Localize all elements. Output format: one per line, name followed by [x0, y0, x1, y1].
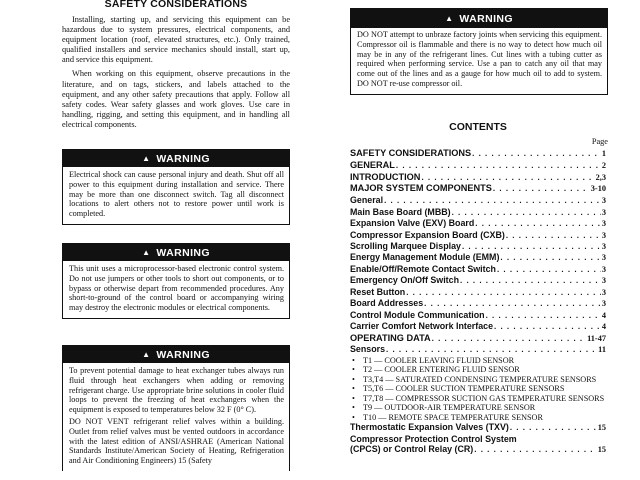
- toc-entry-label: Control Module Communication: [350, 309, 485, 320]
- sensor-list-item: • T1 — COOLER LEAVING FLUID SENSOR: [350, 356, 606, 366]
- toc-page-number: 3: [601, 230, 606, 240]
- toc-entry-label: Emergency On/Off Switch: [350, 275, 459, 286]
- section-title: SAFETY CONSIDERATIONS: [104, 0, 248, 10]
- warning-header: ▲ WARNING: [351, 9, 607, 28]
- warning-text: This unit uses a microprocessor-based electronic control system. Do not use jumpers or other tools to short out components, or to bypass or otherwise depart from recommended procedures. Any short-to-ground of the control board or accompanying wiring may destroy the electronic modules or electrical components.: [69, 264, 284, 313]
- toc-page-number: 1: [601, 149, 606, 158]
- sensor-list-item: • T3,T4 — SATURATED CONDENSING TEMPERATURE SENSORS: [350, 375, 606, 385]
- toc-page-number: 3: [601, 287, 606, 297]
- toc-page-number: 3: [601, 207, 606, 217]
- toc-entry-label: INTRODUCTION: [350, 171, 421, 182]
- toc-page-number: 3: [601, 196, 606, 206]
- toc-leader-dots: [472, 149, 601, 160]
- toc-leader-dots: [510, 423, 597, 433]
- toc-entry[interactable]: [350, 344, 606, 355]
- toc-page-number: 4: [601, 322, 606, 332]
- sensor-list-item: • T9 — OUTDOOR-AIR TEMPERATURE SENSOR: [350, 403, 606, 413]
- toc-leader-dots: [460, 276, 601, 286]
- sensor-list-item: • T10 — REMOTE SPACE TEMPERATURE SENSOR: [350, 413, 606, 423]
- toc-entry-label: Sensors: [350, 344, 386, 355]
- toc-entry[interactable]: [350, 333, 606, 345]
- toc-entry[interactable]: [350, 183, 606, 195]
- toc-entry[interactable]: [350, 160, 606, 172]
- toc-entry[interactable]: [350, 287, 606, 298]
- toc-entry-label: Scrolling Marquee Display: [350, 241, 461, 251]
- toc-page-number: 15: [597, 445, 606, 455]
- warning-triangle-icon: ▲: [445, 14, 454, 23]
- toc-leader-dots: [500, 253, 600, 263]
- sensor-list-item: • T2 — COOLER ENTERING FLUID SENSOR: [350, 365, 606, 375]
- toc-leader-dots: [396, 161, 601, 172]
- contents-title: CONTENTS: [449, 121, 507, 133]
- toc-leader-dots: [474, 445, 596, 455]
- toc-entry-label: MAJOR SYSTEM COMPONENTS: [350, 183, 492, 194]
- intro-paragraph: Installing, starting up, and servicing this equipment can be hazardous due to system pressures, electrical components, and equipment location (roof, elevated structures, etc.). Only trained, qualified installers and service mechanics should install, start up, and service this equipment.: [62, 15, 290, 65]
- toc-entry[interactable]: [350, 275, 606, 286]
- toc-entry[interactable]: [350, 298, 606, 309]
- warning-header: ▲ WARNING: [63, 346, 289, 363]
- toc-entry[interactable]: [350, 207, 606, 218]
- sensor-list-item: • T7,T8 — COMPRESSOR SUCTION GAS TEMPERATURE SENSORS: [350, 394, 606, 404]
- toc-entry-label: General: [350, 195, 384, 206]
- toc-page-number: 3: [601, 253, 606, 263]
- toc-entry-label: Reset Button: [350, 286, 406, 297]
- toc-page-number: 2,3: [595, 172, 606, 182]
- toc-page-number: 2: [601, 160, 606, 170]
- toc-entry[interactable]: [350, 195, 606, 206]
- toc-entry-label: Thermostatic Expansion Valves (TXV): [350, 422, 509, 433]
- toc-leader-dots: [452, 208, 601, 218]
- warning-box-electrical: [62, 149, 290, 225]
- warning-header: ▲ WARNING: [63, 150, 289, 167]
- toc-entry-label: Compressor Protection Control System: [350, 433, 517, 444]
- warning-text: To prevent potential damage to heat exchanger tubes always run fluid through heat exchangers when adding or removing refrigerant charge. Use appropriate brine solutions in cooler fluid loops to prevent the freezing of heat exchangers when the equipment is exposed to temperatures below 32 F (0° C).: [69, 366, 284, 415]
- warning-box-electronic-control: [62, 243, 290, 319]
- toc-page-number: 3: [601, 299, 606, 309]
- toc-entry-label: Enable/Off/Remote Contact Switch: [350, 263, 496, 274]
- left-column: [62, 0, 290, 466]
- toc-entry-label: Carrier Comfort Network Interface: [350, 321, 494, 332]
- toc-leader-dots: [475, 219, 601, 229]
- toc-page-number: 11: [598, 345, 606, 355]
- toc-entry[interactable]: [350, 241, 606, 252]
- toc-entry[interactable]: [350, 310, 606, 321]
- toc-page-number: 3: [601, 219, 606, 229]
- toc-leader-dots: [497, 265, 601, 275]
- toc-entry[interactable]: [350, 321, 606, 332]
- toc-entry[interactable]: [350, 172, 606, 184]
- toc-entry-label: (CPCS) or Control Relay (CR): [350, 444, 474, 455]
- warning-triangle-icon: ▲: [142, 350, 151, 359]
- page-column-label: Page: [591, 137, 608, 146]
- warning-box-unbraze: [350, 8, 608, 95]
- toc-entry[interactable]: [350, 444, 606, 455]
- warning-triangle-icon: ▲: [142, 154, 151, 163]
- toc-leader-dots: [506, 231, 601, 241]
- precautions-paragraph: When working on this equipment, observe precautions in the literature, and on tags, stickers, and labels attached to the equipment, and any other safety precautions that apply. Follow all safety codes. Wear safety glasses and work gloves. Use care in handling, rigging, and setting this equipment, and in handling all electrical components.: [62, 69, 290, 129]
- toc-page-number: 3-10: [590, 184, 606, 194]
- toc-entry-label: Compressor Expansion Board (CXB): [350, 229, 505, 240]
- table-of-contents: [350, 148, 606, 456]
- warning-text: DO NOT attempt to unbraze factory joints when servicing this equipment. Compressor oil is flammable and there is no way to detect how much oil may be in any of the refrigerant lines. Cut lines with a tubing cutter as required when performing service. Use a pan to catch any oil that may come out of the lines and as a gauge for how much oil to add to system. DO NOT re-use compressor oil.: [357, 30, 602, 88]
- toc-leader-dots: [494, 322, 601, 332]
- toc-leader-dots: [384, 196, 601, 206]
- warning-text: DO NOT VENT refrigerant relief valves within a building. Outlet from relief valves must be vented outdoors in accordance with the latest edition of ANSI/ASHRAE (American National Standards Institute/American Society of Heating, Refrigeration and Air Conditioning Engineers) 15 (Safety: [69, 416, 284, 466]
- toc-page-number: 4: [601, 310, 606, 320]
- toc-leader-dots: [386, 345, 597, 355]
- toc-entry[interactable]: [350, 422, 606, 433]
- warning-box-heat-exchanger: [62, 345, 290, 471]
- toc-entry-label: Main Base Board (MBB): [350, 206, 451, 217]
- toc-entry[interactable]: [350, 148, 606, 160]
- toc-entry-label: Board Addresses: [350, 298, 424, 309]
- sensor-list-item: • T5,T6 — COOLER SUCTION TEMPERATURE SENSORS: [350, 384, 606, 394]
- toc-entry[interactable]: [350, 252, 606, 263]
- toc-page-number: 3: [601, 242, 606, 251]
- toc-leader-dots: [432, 334, 586, 345]
- toc-entry-label: SAFETY CONSIDERATIONS: [350, 148, 472, 158]
- toc-entry[interactable]: [350, 264, 606, 275]
- warning-text: Electrical shock can cause personal injury and death. Shut off all power to this equipment during installation and service. There may be more than one disconnect switch. Tag all disconnect locations to alert others not to restore power until work is completed.: [69, 170, 284, 219]
- toc-leader-dots: [406, 288, 601, 298]
- toc-entry-label: Expansion Valve (EXV) Board: [350, 218, 475, 229]
- toc-leader-dots: [486, 311, 601, 321]
- toc-entry[interactable]: [350, 434, 606, 444]
- toc-leader-dots: [493, 184, 590, 195]
- toc-leader-dots: [462, 242, 601, 252]
- warning-triangle-icon: ▲: [142, 248, 151, 257]
- toc-entry-label: GENERAL: [350, 159, 395, 170]
- warning-header: ▲ WARNING: [63, 244, 289, 261]
- toc-leader-dots: [424, 299, 601, 309]
- toc-leader-dots: [421, 173, 594, 184]
- toc-entry[interactable]: [350, 218, 606, 229]
- toc-page-number: 3: [601, 264, 606, 274]
- toc-entry-label: Energy Management Module (EMM): [350, 252, 500, 263]
- toc-page-number: 11-47: [587, 333, 606, 343]
- toc-entry[interactable]: [350, 230, 606, 241]
- toc-entry-label: OPERATING DATA: [350, 332, 431, 343]
- toc-page-number: 15: [597, 423, 606, 433]
- toc-page-number: 3: [601, 276, 606, 286]
